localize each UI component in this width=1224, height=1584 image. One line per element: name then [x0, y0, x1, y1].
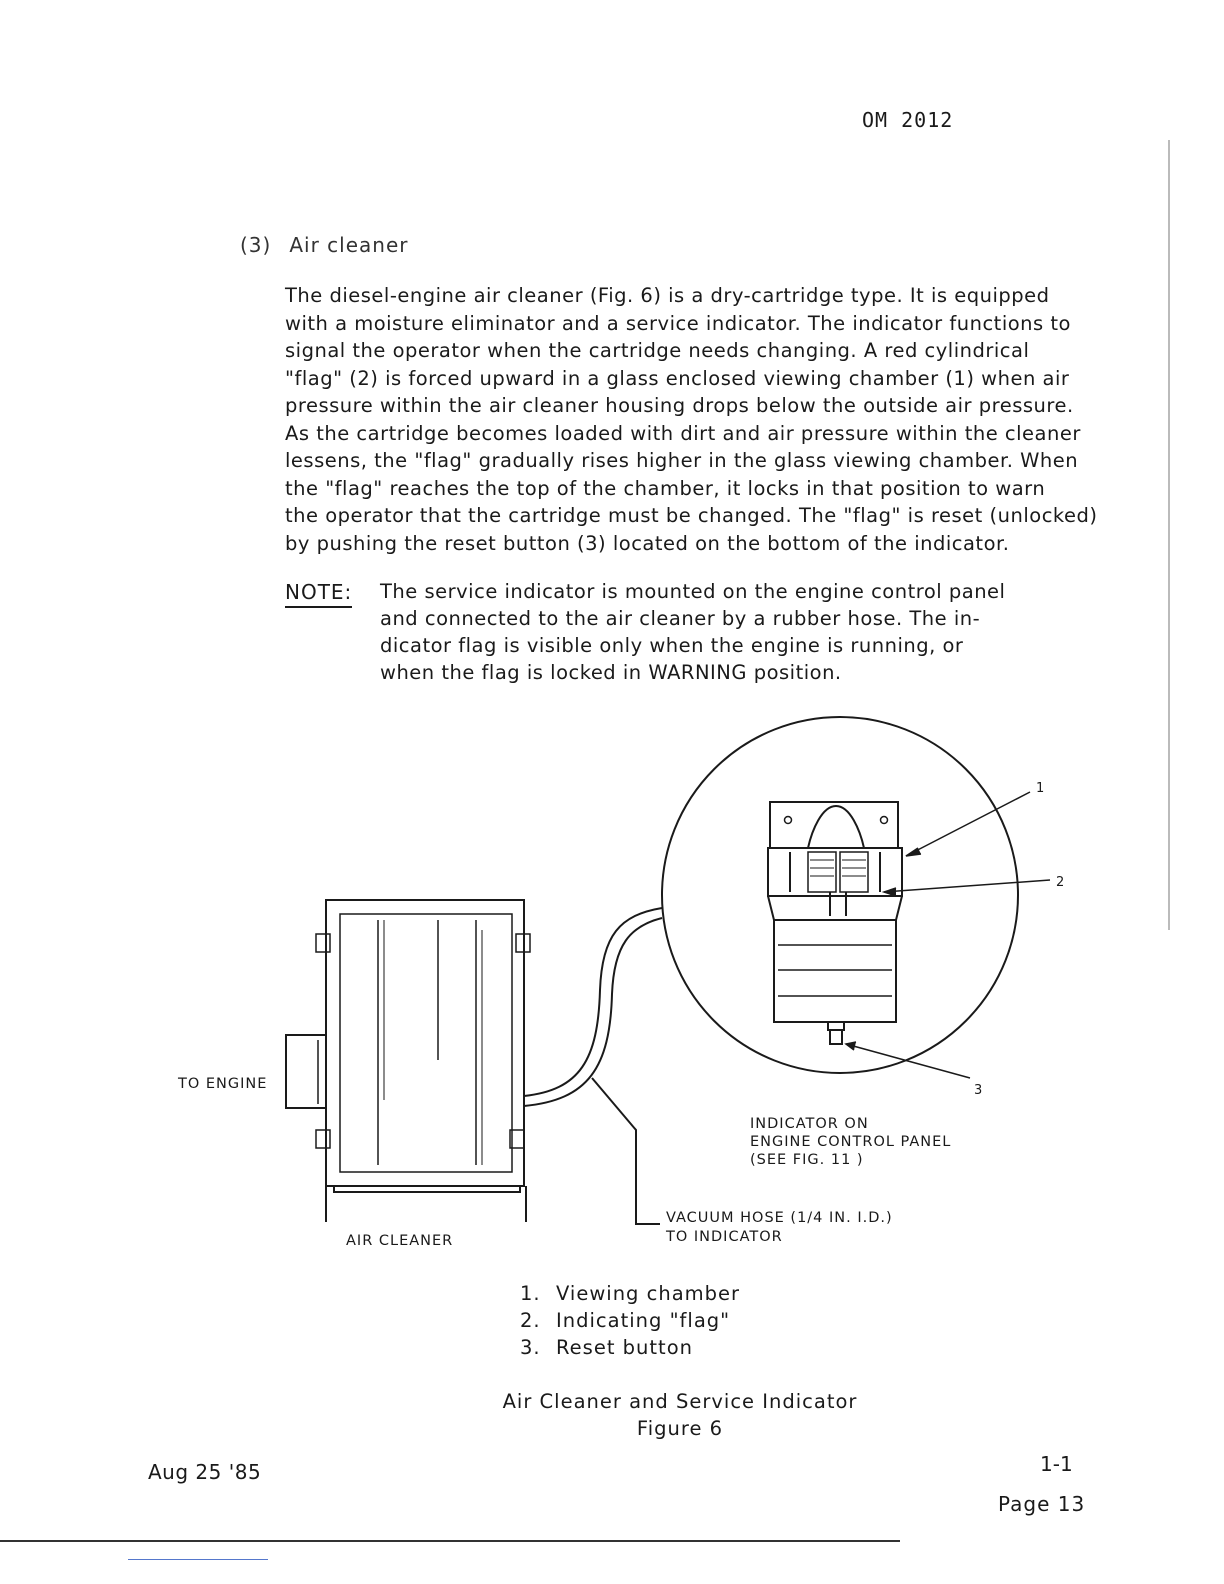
body-line: As the cartridge becomes loaded with dirt and air pressure within the cleaner: [285, 421, 1081, 445]
hose-label-line: TO INDICATOR: [666, 1229, 783, 1245]
indicator-label-line: ENGINE CONTROL PANEL: [750, 1134, 952, 1150]
callout-2: 2: [1056, 875, 1065, 890]
body-line: signal the operator when the cartridge needs changing. A red cylindrical: [285, 339, 1030, 362]
legend-item: 1. Viewing chamber: [520, 1282, 741, 1305]
indicator-detail: [662, 717, 1018, 1073]
note-line: and connected to the air cleaner by a rubber hose. The in-: [380, 607, 981, 630]
page-number: Page 13: [998, 1492, 1086, 1516]
body-line: lessens, the "flag" gradually rises higher in the glass viewing chamber. When: [285, 449, 1079, 472]
note-line: The service indicator is mounted on the engine control panel: [380, 580, 1006, 603]
page-code: 1-1: [1040, 1452, 1073, 1476]
caption-title: Air Cleaner and Service Indicator: [502, 1390, 858, 1413]
indicator-label-line: INDICATOR ON: [750, 1116, 869, 1132]
indicator-label-line: (SEE FIG. 11 ): [750, 1152, 864, 1168]
note-line: dicator flag is visible only when the engine is running, or: [380, 634, 964, 657]
body-line: with a moisture eliminator and a service indicator. The indicator functions to: [285, 311, 1071, 335]
section-number: (3): [240, 233, 272, 257]
figure-legend: [520, 1280, 740, 1361]
note-label: NOTE:: [285, 580, 352, 604]
callout-3: 3: [974, 1083, 983, 1098]
footer-rule-accent: [128, 1559, 268, 1560]
body-line: by pushing the reset button (3) located on the bottom of the indicator.: [285, 531, 1010, 555]
body-line: The diesel-engine air cleaner (Fig. 6) is a dry-cartridge type. It is equipped: [285, 284, 1050, 307]
legend-item: 2. Indicating "flag": [520, 1309, 731, 1332]
body-line: the operator that the cartridge must be changed. The "flag" is reset (unlocked): [285, 504, 1098, 527]
callout-1: 1: [1036, 781, 1045, 796]
document-id: OM 2012: [862, 108, 954, 132]
to-engine-label: TO ENGINE: [178, 1076, 268, 1092]
vacuum-hose: [524, 908, 662, 1224]
body-line: the "flag" reaches the top of the chamber, it locks in that position to warn: [285, 476, 1046, 500]
footer-date: Aug 25 '85: [148, 1460, 262, 1484]
body-line: "flag" (2) is forced upward in a glass enclosed viewing chamber (1) when air: [285, 366, 1070, 390]
figure-caption: [440, 1388, 920, 1442]
note-line: when the flag is locked in WARNING position.: [380, 661, 842, 684]
air-cleaner-housing: [286, 900, 530, 1222]
callout-leaders: [846, 792, 1050, 1078]
body-line: pressure within the air cleaner housing drops below the outside air pressure.: [285, 394, 1074, 417]
hose-label-line: VACUUM HOSE (1/4 IN. I.D.): [666, 1210, 893, 1226]
legend-item: 3. Reset button: [520, 1336, 693, 1359]
section-title: Air cleaner: [289, 233, 409, 257]
caption-figure-number: Figure 6: [636, 1417, 724, 1440]
footer-rule: [0, 1540, 900, 1542]
air-cleaner-label: AIR CLEANER: [346, 1233, 454, 1249]
